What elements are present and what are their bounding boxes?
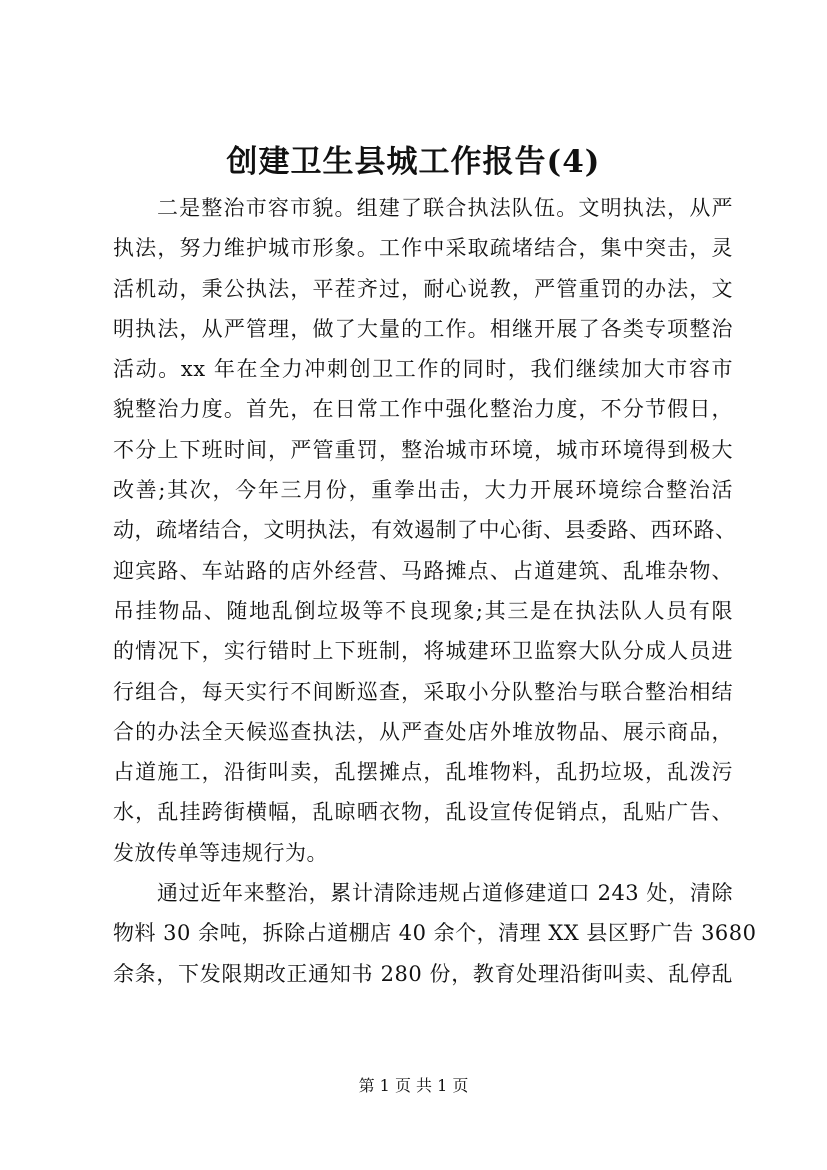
text-line: 貌整治力度。首先，在日常工作中强化整治力度，不分节假日， [113, 397, 733, 422]
paragraph-1 [113, 188, 737, 873]
text-line: 动，疏堵结合，文明执法，有效遏制了中心街、县委路、西环路、 [113, 518, 737, 543]
text-line: 通过近年来整治，累计清除违规占道修建道口 243 处，清除 [157, 881, 733, 906]
paragraph-2 [113, 873, 757, 994]
text-line: 活动。xx 年在全力冲刺创卫工作的同时，我们继续加大市容市 [113, 357, 733, 382]
text-line: 二是整治市容市貌。组建了联合执法队伍。文明执法，从严 [157, 196, 733, 220]
text-line: 的情况下，实行错时上下班制，将城建环卫监察大队分成人员进 [113, 639, 733, 664]
text-line: 迎宾路、车站路的店外经营、马路摊点、占道建筑、乱堆杂物、 [113, 558, 733, 583]
text-line: 合的办法全天候巡查执法，从严查处店外堆放物品、展示商品， [113, 719, 733, 744]
text-line: 改善;其次，今年三月份，重拳出击，大力开展环境综合整治活 [113, 478, 733, 503]
text-line: 不分上下班时间，严管重罚，整治城市环境，城市环境得到极大 [113, 437, 733, 462]
text-line: 执法，努力维护城市形象。工作中采取疏堵结合，集中突击，灵 [113, 236, 733, 261]
text-line: 发放传单等违规行为。 [113, 840, 328, 865]
text-line: 占道施工，沿街叫卖，乱摆摊点，乱堆物料，乱扔垃圾，乱泼污 [113, 760, 733, 785]
text-line: 活机动，秉公执法，平茬齐过，耐心说教，严管重罚的办法，文 [113, 276, 733, 301]
text-line: 水，乱挂跨街横幅，乱晾晒衣物，乱设宣传促销点，乱贴广告、 [113, 800, 733, 825]
page-title: 创建卫生县城工作报告(4) [226, 144, 601, 180]
document-body [113, 188, 757, 994]
page-footer: 第 1 页 共 1 页 [358, 1076, 469, 1095]
text-line: 物料 30 余吨，拆除占道棚店 40 余个，清理 XX 县区野广告 3680 [113, 921, 757, 946]
text-line: 余条，下发限期改正通知书 280 份，教育处理沿街叫卖、乱停乱 [113, 961, 733, 986]
text-line: 吊挂物品、随地乱倒垃圾等不良现象;其三是在执法队人员有限 [113, 598, 733, 623]
text-line: 明执法，从严管理，做了大量的工作。相继开展了各类专项整治 [113, 316, 733, 341]
text-line: 行组合，每天实行不间断巡查，采取小分队整治与联合整治相结 [113, 679, 733, 704]
